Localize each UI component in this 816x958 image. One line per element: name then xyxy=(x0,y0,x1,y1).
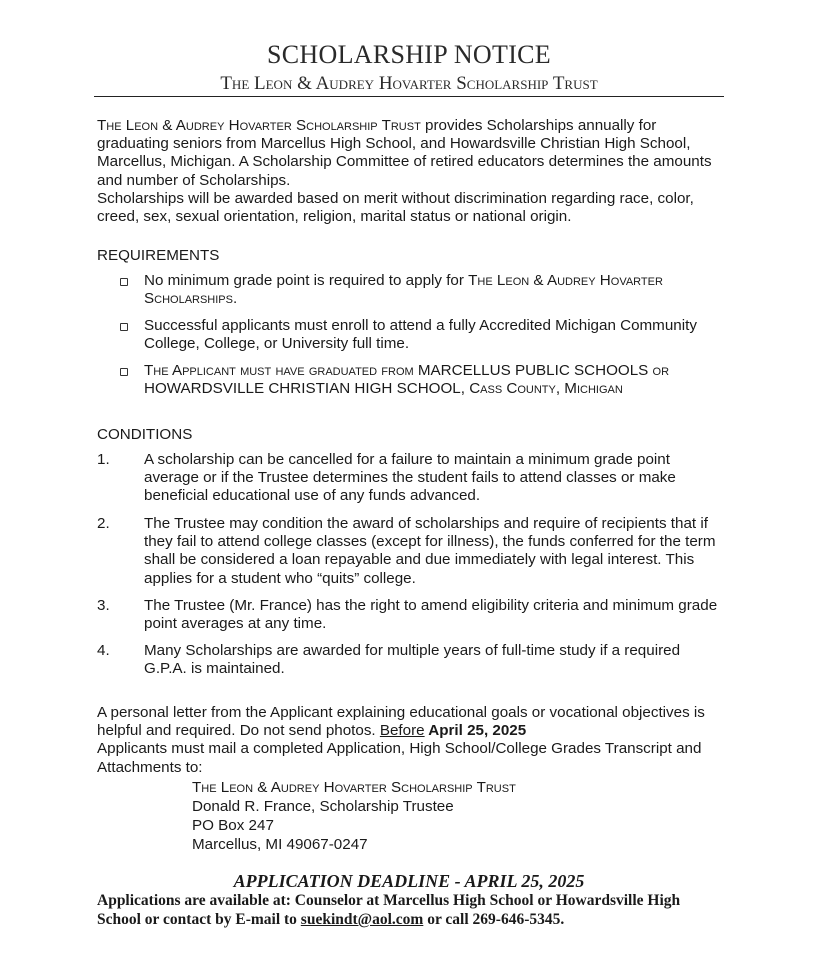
condition-number: 3. xyxy=(97,597,110,614)
condition-item: 1. A scholarship can be cancelled for a failure to maintain a minimum grade point average or if the Trustee determines the student fails to attend classes or make beneficial educational use of any funds advanced. xyxy=(97,451,676,505)
condition-number: 1. xyxy=(97,451,110,468)
trust-name: The Leon & Audrey Hovarter Scholarship Trust xyxy=(97,117,421,134)
page-title: SCHOLARSHIP NOTICE xyxy=(267,40,551,69)
mailing-address xyxy=(192,778,692,854)
requirement-item: No minimum grade point is required to apply for The Leon & Audrey Hovarter Scholarships. xyxy=(144,272,724,308)
application-deadline: APPLICATION DEADLINE - APRIL 25, 2025 xyxy=(233,871,585,891)
address-line: The Leon & Audrey Hovarter Scholarship Trust xyxy=(192,779,516,796)
intro-paragraph-2: Scholarships will be awarded based on merit without discrimination regarding race, color, creed, sex, sexual orientation, religion, marital status or national origin. xyxy=(97,189,694,226)
email-link[interactable]: suekindt@aol.com xyxy=(300,911,424,928)
checkbox-bullet-icon xyxy=(120,368,128,376)
condition-number: 4. xyxy=(97,642,110,659)
address-line: Donald R. France, Scholarship Trustee xyxy=(192,798,454,815)
condition-number: 2. xyxy=(97,515,110,532)
before-text: Before xyxy=(379,722,425,740)
requirement-item: Successful applicants must enroll to attend a fully Accredited Michigan Community College, College, or University full time. xyxy=(144,317,724,353)
application-instructions: A personal letter from the Applicant explaining educational goals or vocational objectives is helpful and required. Do not send photos. Before April 25, 2025 Applicants must mail a completed Application, High School/College Grades Transcript and Attachments to: xyxy=(97,704,705,776)
requirements-heading: REQUIREMENTS xyxy=(97,247,220,264)
page-subtitle: The Leon & Audrey Hovarter Scholarship Trust xyxy=(220,73,598,94)
availability-info: Applications are available at: Counselor at Marcellus High School or Howardsville High School or contact by E-mail to suekindt@aol.com or call 269-646-5345. xyxy=(97,892,681,928)
checkbox-bullet-icon xyxy=(120,278,128,286)
condition-item: 4. Many Scholarships are awarded for multiple years of full-time study if a required G.P.A. is maintained. xyxy=(97,642,681,678)
conditions-heading: CONDITIONS xyxy=(97,426,193,443)
condition-item: 3. The Trustee (Mr. France) has the right to amend eligibility criteria and minimum grade point averages at any time. xyxy=(97,597,718,633)
checkbox-bullet-icon xyxy=(120,323,128,331)
due-date: April 25, 2025 xyxy=(424,722,527,740)
address-line: Marcellus, MI 49067-0247 xyxy=(192,836,368,853)
intro-text: provides Scholarships annually for graduating seniors from Marcellus High School, and Howardsville Christian High School, Marcellus, Michigan. A Scholarship Committee of retired educators determines the amounts and number of Scholarships. xyxy=(97,117,712,189)
condition-item: 2. The Trustee may condition the award of scholarships and require of recipients that if they fail to attend college classes (except for illness), the funds conferred for the term shall be considered a loan repayable and due immediately with legal interest. This applies for a student who “quits” college. xyxy=(97,515,716,587)
address-line: PO Box 247 xyxy=(192,817,274,834)
intro-paragraph-1 xyxy=(97,117,722,190)
intro-section xyxy=(97,117,722,226)
requirement-item: The Applicant must have graduated from MARCELLUS PUBLIC SCHOOLS or HOWARDSVILLE CHRISTIAN HIGH SCHOOL, Cass County, Michigan xyxy=(144,362,724,398)
header-divider xyxy=(94,96,724,97)
